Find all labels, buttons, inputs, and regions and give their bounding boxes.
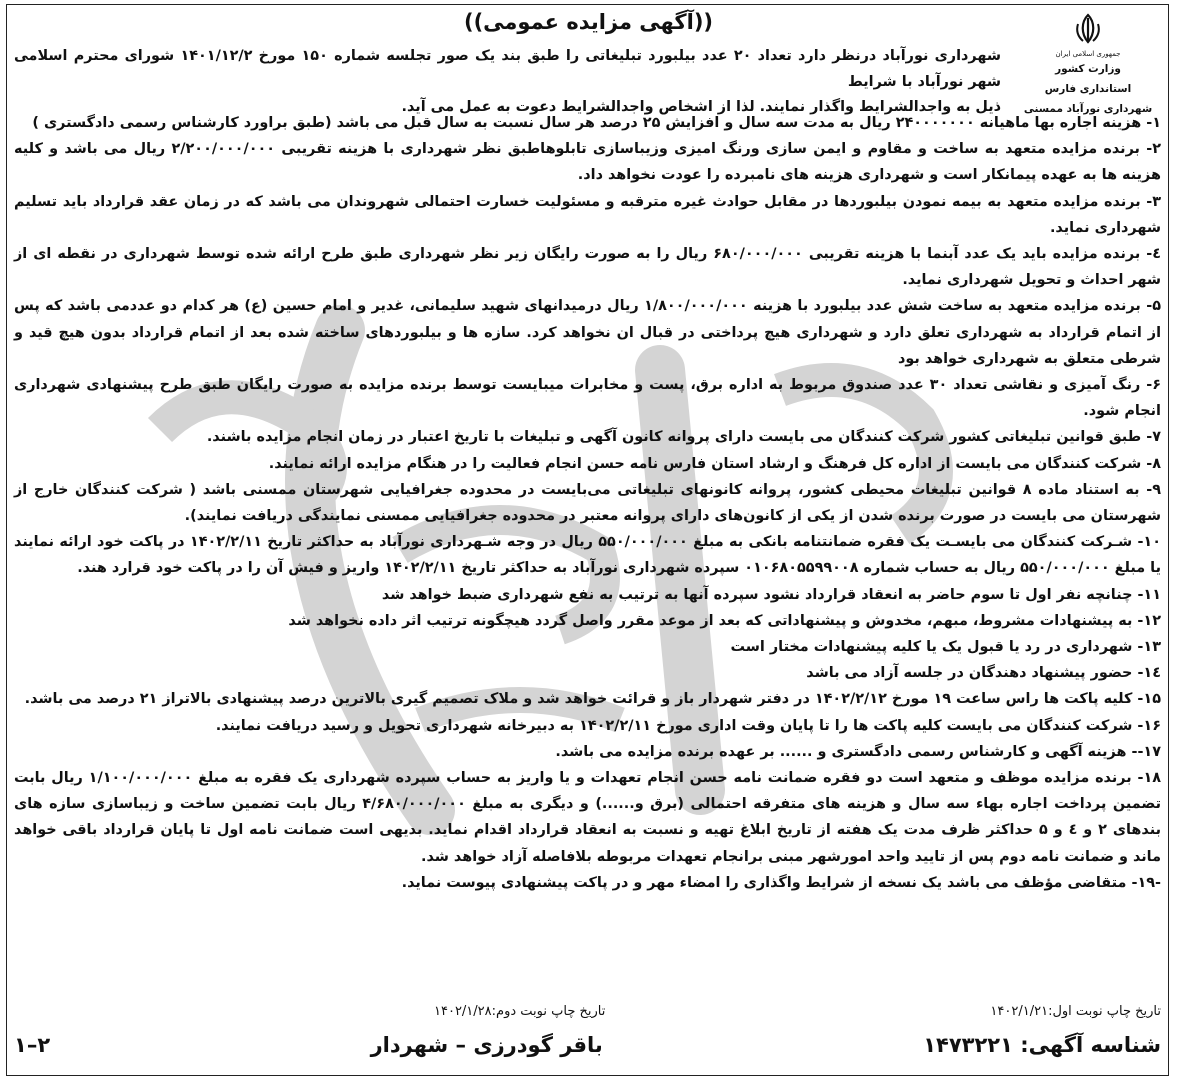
org-line: شهرداری نورآباد ممسنی [1023, 103, 1153, 115]
condition-item: ۱۰- شـرکت کنندگان می بایسـت یک فقره ضمانتنامه بانکی به مبلغ ۵۵۰/۰۰۰/۰۰۰ ریال در وجه شـهرداری نورآباد به حداکثر تاریخ ۱۴۰۲/۲/۱۱ در پاکت خود ارائه نمایند یا مبلغ ۵۵۰/۰۰۰/۰۰۰ ریال به حساب شماره ۰۱۰۶۸۰۵۵۹۹۰۰۸ سپرده شهرداری نورآباد به حداکثر تاریخ ۱۴۰۲/۲/۱۱ واریز و فیش آن را در پاکت خود قرارد هند. [14, 534, 1161, 577]
condition-item: ۱- هزینه اجاره بها ماهیانه ۲۴۰۰۰۰۰۰۰ ریال به مدت سه سال و افزایش ۲۵ درصد هر سال نسبت به سال قبل می باشد (طبق براورد کارشناس رسمی دادگستری ) [32, 115, 1161, 131]
intro-line: شهرداری نورآباد درنظر دارد تعداد ۲۰ عدد بیلبورد تبلیغاتی را طبق بند یک صور تجلسه شماره ۱۵۰ مورخ ۱۴۰۱/۱۲/۲ شورای محترم اسلامی شهر نورآباد با شرایط [14, 48, 1002, 90]
condition-item: ۱۶- شرکت کنندگان می بایست کلیه پاکت ها را تا پایان وقت اداری مورخ ۱۴۰۲/۲/۱۱ به دبیرخانه شهرداری تحویل و رسید دریافت نمایند. [215, 717, 1161, 734]
condition-item: ۱٤- حضور پیشنهاد دهندگان در جلسه آزاد می باشد [806, 665, 1161, 682]
condition-item: ۱۵- کلیه پاکت ها راس ساعت ۱۹ مورخ ۱۴۰۲/۲/۱۲ در دفتر شهردار باز و قرائت خواهد شد و ملاک تصمیم گیری بالاترین درصد پیشنهادی بالاتراز ۲۱ درصد می باشد. [24, 691, 1161, 708]
condition-item: ۱۳- شهرداری در رد یا قبول یک یا کلیه پیشنهادات مختار است [730, 639, 1161, 656]
iran-emblem-icon [1071, 12, 1105, 46]
condition-item: ۱۸- برنده مزایده موظف و متعهد است دو فقره ضمانت نامه حسن انجام تعهدات و یا واریز به حساب سپرده شهرداری یک فقره به مبلغ ۱/۱۰۰/۰۰۰/۰۰۰ ریال بابت تضمین پرداخت اجاره بهاء سه سال و هزینه های متفرقه احتمالی (برق و......) و دیگری به مبلغ ۴/۶۸۰/۰۰۰/۰۰۰ ریال بابت تضمین ساخت و زیباسازی سازه های بندهای ۲ و ٤ و ۵ حداکثر ظرف مدت یک هفته از تاریخ ابلاغ تهیه و نسبت به انعقاد قرارداد اقدام نماید. بدیهی است ضمانت نامه اول تا پایان قرارداد باقی خواهد ماند و ضمانت نامه دوم پس از تایید واحد امورشهر مبنی برانجام تعهدات مربوطه بلافاصله آزاد خواهد شد. [14, 770, 1162, 865]
conditions-list [14, 110, 1161, 896]
condition-item: ۸- شرکت کنندگان می بایست از اداره کل فرهنگ و ارشاد استان فارس نامه حسن انجام فعالیت را در هنگام مزایده ارائه نمایند. [268, 455, 1161, 472]
condition-item: -۱۹- متقاضی مؤظف می باشد یک نسخه از شرایط واگذاری را امضاء مهر و در پاکت پیشنهادی پیوست نماید. [401, 874, 1161, 891]
org-line: وزارت کشور [1055, 63, 1121, 75]
condition-item: ۱۱- چنانچه نفر اول تا سوم حاضر به انعقاد قرارداد نشود سپرده آنها به ترتیب به نفع شهرداری ضبط خواهد شد [381, 586, 1161, 603]
condition-item: ۹- به استناد ماده ۸ قوانین تبلیغات محیطی کشور، پروانه کانونهای تبلیغاتی می‌بایست در محدوده جغرافیایی شهرستان ممسنی باشد ( شرکت کنندگان خارج از شهرستان می بایست در صورت برنده شدن از یکی از کانون‌های دارای پروانه معتبر در محدوده جغرافیایی ممسنی نمایندگی دریافت نمایند). [14, 481, 1161, 525]
emblem-motto: جمهوری اسلامی ایران [1055, 50, 1121, 58]
condition-item: ۶- رنگ آمیزی و نقاشی تعداد ۳۰ عدد صندوق مربوط به اداره برق، پست و مخابرات میبایست توسط برنده مزایده به صورت رایگان طبق طرح پیشنهادی شهرداری انجام شود. [14, 377, 1162, 420]
intro-line: ذیل به واجدالشرایط واگذار نمایند. لذا از اشخاص واجدالشرایط دعوت به عمل می آید. [401, 99, 1001, 115]
ad-id: شناسه آگهی: ۱۴۷۳۲۲۱ [923, 1033, 1161, 1057]
condition-item: ۱۲- به پیشنهادات مشروط، مبهم، مخدوش و پیشنهاداتی که بعد از موعد مقرر واصل گردد هیچگونه ترتیب اثر داده نخواهد شد [288, 612, 1161, 629]
condition-item: ٤- برنده مزایده باید یک عدد آبنما با هزینه تقریبی ۶۸۰/۰۰۰/۰۰۰ ریال را به صورت رایگان زیر نظر شهرداری طبق طرح ارائه شده توسط شهرداری در نقطه ای از شهر احداث و تحویل شهرداری نماید. [14, 246, 1162, 289]
signer: باقر گودرزی – شهردار [370, 1033, 603, 1057]
condition-item: ۵- برنده مزایده متعهد به ساخت شش عدد بیلبورد با هزینه ۱/۸۰۰/۰۰۰/۰۰۰ ریال درمیدانهای شهید سلیمانی، غدیر و امام حسین (ع) هر کدام دو عددمی باشد که پس از اتمام قرارداد به شهرداری تعلق دارد و شهرداری هیچ پرداختی در قبال ان نخواهد کرد. سازه ها و بیلبوردهای ساخته شده بعد از اتمام قرارداد بدون هیچ قید و شرطی متعلق به شهرداری خواهد بود [14, 298, 1161, 367]
condition-item: ۱۷-- هزینه آگهی و کارشناس رسمی دادگستری و ...... بر عهده برنده مزایده می باشد. [555, 743, 1161, 760]
print-date-first: تاریخ چاپ نوبت اول:۱۴۰۲/۱/۲۱ [990, 1004, 1161, 1019]
condition-item: ۷- طبق قوانین تبلیغاتی کشور شرکت کنندگان می بایست دارای پروانه کانون آگهی و تبلیغات با تاریخ اعتبار در زمان انجام مزایده باشند. [206, 429, 1161, 446]
page-number: ۱–۲ [14, 1033, 51, 1057]
condition-item: ۲- برنده مزایده متعهد به ساخت و مقاوم و ایمن سازی ورنگ امیزی وزیباسازی تابلوهاطبق نظر شهرداری با هزینه تقریبی ۲/۲۰۰/۰۰۰/۰۰۰ ریال می باشد و کلیه هزینه ها به عهده پیمانکار است و شهرداری هزینه های نامبرده را عودت نخواهد داد. [14, 141, 1161, 184]
condition-item: ۳- برنده مزایده متعهد به بیمه نمودن بیلبوردها در مقابل حوادث غیره مترقبه و مسئولیت خسارت احتمالی شهروندان می باشد که در زمان عقد قرارداد باید تسلیم شهرداری نماید. [14, 193, 1161, 236]
org-line: استانداری فارس [1044, 83, 1132, 95]
print-date-second: تاریخ چاپ نوبت دوم:۱۴۰۲/۱/۲۸ [434, 1004, 606, 1019]
notice-footer [14, 1004, 1161, 1057]
notice-title: ((آگهی مزایده عمومی)) [463, 10, 714, 34]
